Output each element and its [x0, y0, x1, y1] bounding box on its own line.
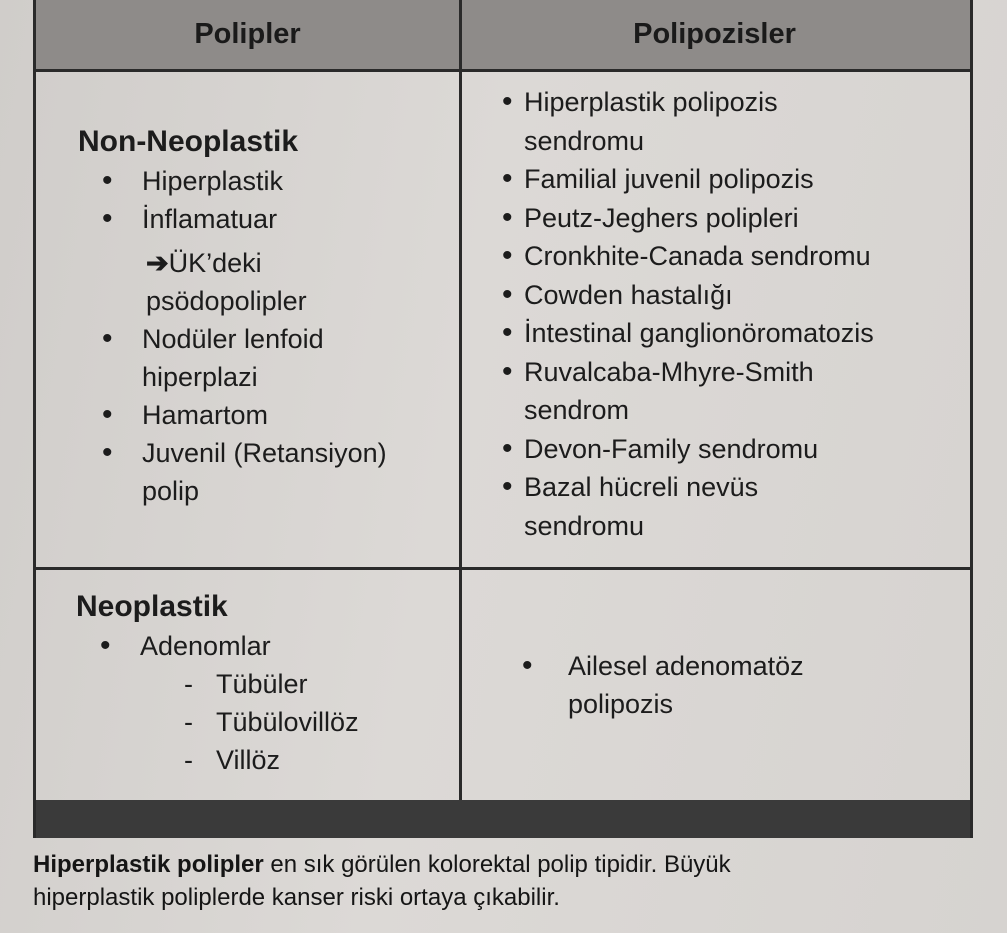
list-item: • Ruvalcaba-Mhyre-Smith sendrom [498, 353, 968, 430]
caption-text: en sık görülen kolorektal polip tipidir. Büyük [263, 851, 731, 878]
header-polipler: Polipler [194, 18, 301, 50]
list-item: • İnflamatuar [78, 200, 453, 238]
list-item-cont: polipozis [568, 689, 674, 719]
caption-text-line2: hiperplastik poliplerde kanser riski ortaya çıkabilir. [33, 884, 560, 911]
list-item: • Bazal hücreli nevüs sendromu [498, 468, 968, 545]
polyp-table [33, 0, 973, 838]
list-item: • Nodüler lenfoid [78, 320, 453, 358]
neoplastic-cell [76, 587, 454, 779]
sub-item-label: ÜK’deki [168, 248, 262, 278]
row-divider [36, 567, 970, 570]
header-polipozisler: Polipozisler [633, 18, 796, 50]
non-neoplastic-cell [78, 122, 453, 510]
caption-bold: Hiperplastik polipler [33, 851, 264, 878]
list-item-cont: polip [142, 476, 200, 506]
table-footer-band [36, 800, 970, 838]
polyposis-list [498, 83, 968, 545]
list-item: • Cronkhite-Canada sendromu [498, 237, 968, 276]
sub-list-item: - Villöz [76, 741, 454, 779]
list-item: • Devon-Family sendromu [498, 430, 968, 469]
sub-item-uk [78, 244, 453, 282]
non-neoplastic-title: Non-Neoplastik [78, 125, 299, 158]
list-item: • İntestinal ganglionöromatozis [498, 314, 968, 353]
list-item: • Familial juvenil polipozis [498, 160, 968, 199]
list-item: • Hiperplastik polipozis sendromu [498, 83, 968, 160]
list-item: • Ailesel adenomatöz [518, 647, 958, 685]
sub-list-item: - Tübüler [76, 665, 454, 703]
list-item-cont: hiperplazi [142, 362, 258, 392]
list-item: • Cowden hastalığı [498, 276, 968, 315]
neoplastic-title: Neoplastik [76, 590, 228, 623]
list-item: • Hiperplastik [78, 162, 453, 200]
sub-item-label: psödopolipler [146, 286, 307, 316]
fap-cell [518, 647, 958, 723]
table-header [36, 0, 970, 72]
list-item: • Adenomlar [76, 627, 454, 665]
list-item: • Peutz-Jeghers polipleri [498, 199, 968, 238]
arrow-icon: ➔ [146, 248, 169, 278]
list-item: • Hamartom [78, 396, 453, 434]
column-divider [459, 0, 462, 800]
caption [33, 848, 993, 914]
list-item: • Juvenil (Retansiyon) [78, 434, 453, 472]
sub-list-item: - Tübülovillöz [76, 703, 454, 741]
